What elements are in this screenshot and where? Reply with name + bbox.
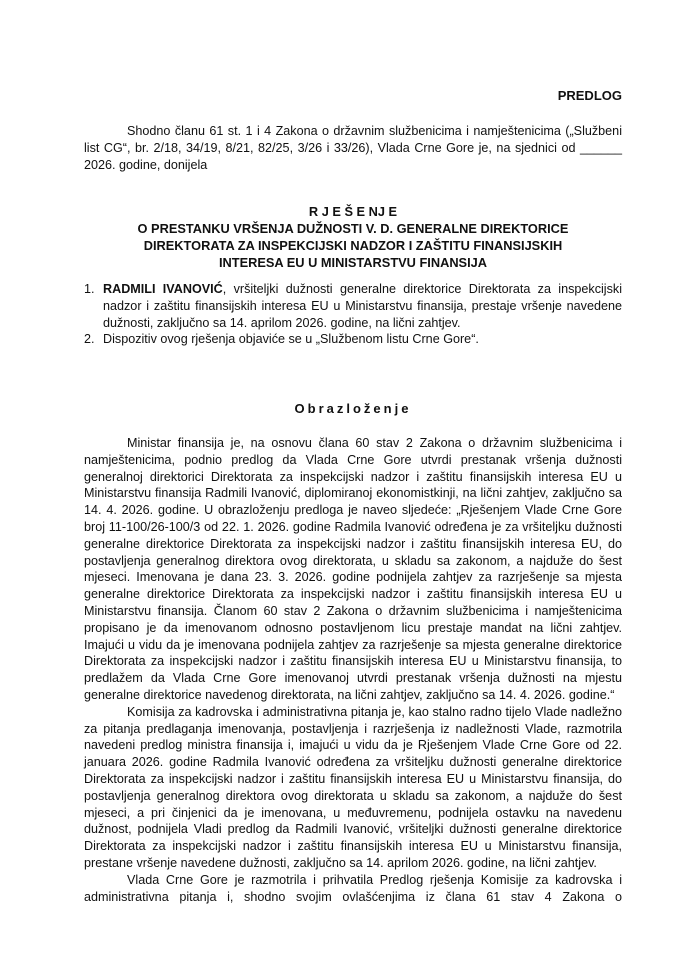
person-name: RADMILI IVANOVIĆ: [103, 282, 223, 296]
title-line: DIREKTORATA ZA INSPEKCIJSKI NADZOR I ZAŠTITU FINANSIJSKIH: [143, 238, 563, 253]
section-heading: Obrazloženje: [294, 401, 412, 416]
body-paragraph: Komisija za kadrovska i administrativna pitanja je, kao stalno radno tijelo Vlade nadležno za pitanja predlaganja imenovanja, postavljenja i razrješenja iz nadležnosti Vlade, razmotrila navedeni predlog ministra finansija i, imajući u vidu da je Rješenjem Vlade Crne Gore od 22. januara 2026. godine Radmila Ivanović određena za vršiteljku dužnosti generalne direktorice Direktorata za inspekcijski nadzor i zaštitu finansijskih interesa EU u Ministarstvu finansija, do postavljenja generalnog direktora ovog direktorata u skladu sa zakonom, a najduže do šest mjeseci, a pri činjenici da je imenovana, u međuvremenu, podnijela ostavku na navedenu dužnost, podnijela Vladi predlog da Radmili Ivanović, vršiteljki dužnosti generalne direktorice Direktorata za inspekcijski nadzor i zaštitu finansijskih interesa EU u Ministarstvu finansija, prestane vršenje navedene dužnosti, zaključno sa 14. aprilom 2026. godine, na lični zahtjev.: [84, 704, 622, 870]
list-item: [84, 281, 622, 331]
body-paragraph: Vlada Crne Gore je razmotrila i prihvatila Predlog rješenja Komisije za kadrovska i administrativna pitanja i, shodno svojim ovlašćenjima iz člana 61 stav 4 Zakona o: [84, 872, 622, 904]
list-number: 1.: [84, 282, 95, 296]
preamble-paragraph: Shodno članu 61 st. 1 i 4 Zakona o državnim službenicima i namještenicima („Službeni list CG“, br. 2/18, 34/19, 8/21, 82/25, 3/26 i 33/26), Vlada Crne Gore je, na sjednici od ______ 2026. godine, donijela: [84, 124, 622, 172]
list-item-text: Dispozitiv ovog rješenja objaviće se u „Službenom listu Crne Gore“.: [103, 332, 479, 347]
list-item-text: , vršiteljki dužnosti generalne direktorice Direktorata za inspekcijski nadzor i zaštitu finansijskih interesa EU u Ministarstvu finansija, prestaje vršenje navedene dužnosti, zaključno sa 14. aprilom 2026. godine, na lični zahtjev.: [103, 282, 622, 330]
document-title: [84, 203, 622, 271]
list-item: [84, 331, 622, 348]
document-status-label: PREDLOG: [557, 88, 622, 103]
title-line: R J E Š E NJ E: [308, 204, 398, 219]
title-line: INTERESA EU U MINISTARSTVU FINANSIJA: [218, 255, 488, 270]
list-number: 2.: [84, 332, 95, 347]
explanation-body: [84, 435, 622, 905]
body-paragraph: Ministar finansija je, na osnovu člana 60 stav 2 Zakona o državnim službenicima i namještenicima, podnio predlog da Vlada Crne Gore utvrdi prestanak vršenja dužnosti generalnoj direktorici Direktorata za inspekcijski nadzor i zaštitu finansijskih interesa EU u Ministarstvu finansija Radmili Ivanović, diplomiranoj ekonomistkinji, na lični zahtjev, zaključno sa 14. 4. 2026. godine. U obrazloženju predloga je naveo sljedeće: „Rješenjem Vlade Crne Gore broj 11-100/26-100/3 od 22. 1. 2026. godine Radmila Ivanović određena je za vršiteljku dužnosti generalne direktorice Direktorata za inspekcijski nadzor i zaštitu finansijskih interesa EU, do postavljenja generalnog direktora ovog direktorata, u skladu sa zakonom, a najduže do šest mjeseci. Imenovana je dana 23. 3. 2026. godine podnijela zahtjev za razrješenje sa mjesta generalne direktorice Direktorata za inspekcijski nadzor i zaštitu finansijskih interesa EU u Ministarstvu finansija. Članom 60 stav 2 Zakona o državnim službenicima i namještenicima propisano je da imenovanom odnosno postavljenom licu prestaje mandat na lični zahtjev. Imajući u vidu da je imenovana podnijela zahtjev za razrješenje sa mjesta generalne direktorice Direktorata za inspekcijski nadzor i zaštitu finansijskih interesa EU u Ministarstvu finansija, to predlažem da Vlada Crne Gore imenovanoj utvrdi prestanak vršenja dužnosti na mjestu generalne direktorice navedenog direktorata, na lični zahtjev, zaključno sa 14. 4. 2026. godine.“: [84, 436, 622, 702]
decision-list: [84, 281, 622, 348]
title-line: O PRESTANKU VRŠENJA DUŽNOSTI V. D. GENERALNE DIREKTORICE: [137, 221, 569, 236]
